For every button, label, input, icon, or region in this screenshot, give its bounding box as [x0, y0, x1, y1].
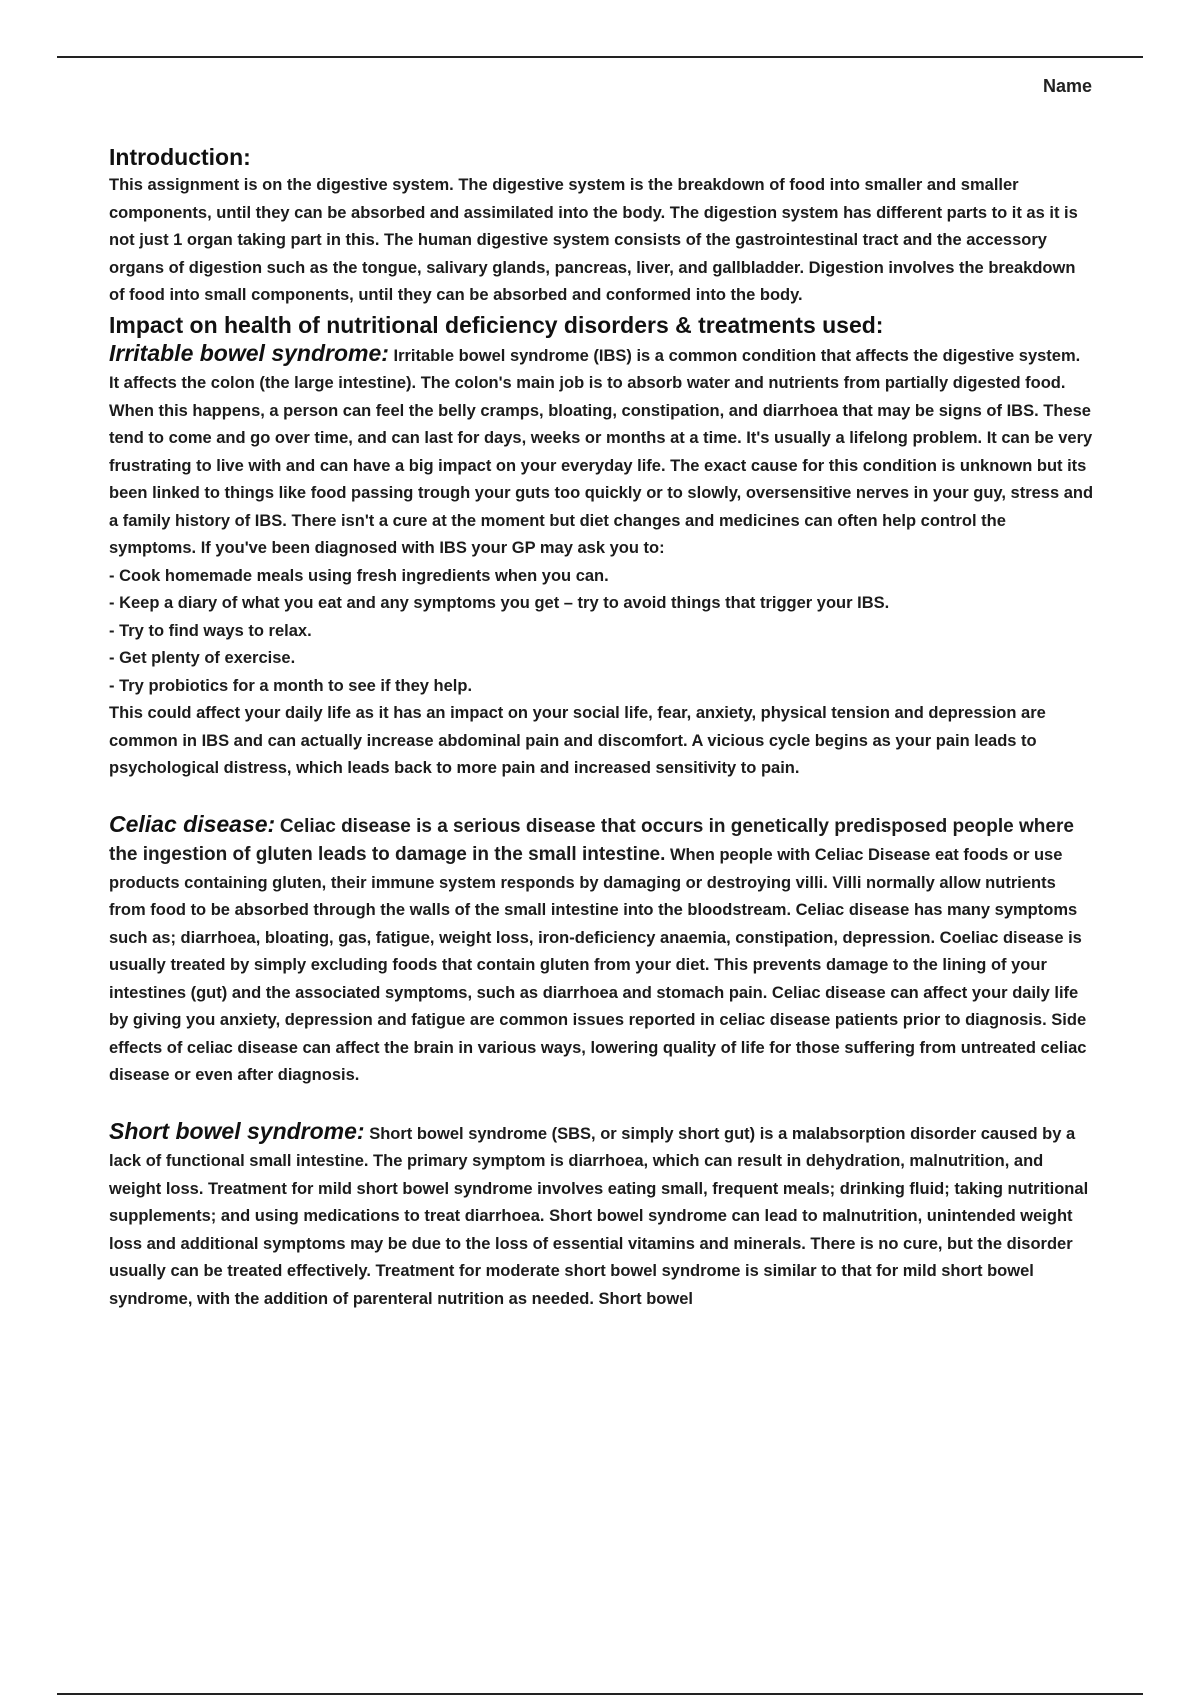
intro-paragraph: This assignment is on the digestive system. The digestive system is the breakdown of food into smaller and smaller components, until they can be absorbed and assimilated into the body. The digestion system has different parts to it as it is not just 1 organ taking part in this. The human digestive system consists of the gastrointestinal tract and the accessory organs of digestion such as the tongue, salivary glands, pancreas, liver, and gallbladder. Digestion involves the breakdown of food into small components, until they can be absorbed and conformed into the body. [109, 176, 1078, 304]
list-item: - Keep a diary of what you eat and any symptoms you get – try to avoid things that trigger your IBS. [109, 590, 1094, 618]
list-item: - Try probiotics for a month to see if they help. [109, 673, 1094, 701]
ibs-closing-paragraph: This could affect your daily life as it has an impact on your social life, fear, anxiety, physical tension and depression are common in IBS and can actually increase abdominal pain and discomfort. A vicious cycle begins as your pain leads to psychological distress, which leads back to more pain and increased sensitivity to pain. [109, 704, 1046, 777]
list-item: - Get plenty of exercise. [109, 645, 1094, 673]
celiac-body: When people with Celiac Disease eat foods or use products containing gluten, their immune system responds by damaging or destroying villi. Villi normally allow nutrients from food to be absorbed through the walls of the small intestine into the bloodstream. Celiac disease has many symptoms such as; diarrhoea, bloating, gas, fatigue, weight loss, iron-deficiency anaemia, constipation, depression. Coeliac disease is usually treated by simply excluding foods that contain gluten from your diet. This prevents damage to the lining of your intestines (gut) and the associated symptoms, such as diarrhoea and stomach pain. Celiac disease can affect your daily life by giving you anxiety, depression and fatigue are common issues reported in celiac disease patients prior to diagnosis. Side effects of celiac disease can affect the brain in various ways, lowering quality of life for those suffering from untreated celiac disease or even after diagnosis. [109, 846, 1087, 1084]
section-spacer [109, 1090, 1094, 1118]
celiac-section [109, 811, 1094, 1090]
footer-rule [57, 1693, 1143, 1695]
document-body [109, 142, 1094, 1313]
sbs-section [109, 1118, 1094, 1314]
ibs-advice-list [109, 563, 1094, 701]
celiac-title: Celiac disease: [109, 810, 276, 837]
ibs-body: Irritable bowel syndrome (IBS) is a common condition that affects the digestive system. It affects the colon (the large intestine). The colon's main job is to absorb water and nutrients from partially digested food. When this happens, a person can feel the belly cramps, bloating, constipation, and diarrhoea that may be signs of IBS. These tend to come and go over time, and can last for days, weeks or months at a time. It's usually a lifelong problem. It can be very frustrating to live with and can have a big impact on your everyday life. The exact cause for this condition is unknown but its been linked to things like food passing trough your guts too quickly or to slowly, oversensitive nerves in your guy, stress and a family history of IBS. There isn't a cure at the moment but diet changes and medicines can often help control the symptoms. If you've been diagnosed with IBS your GP may ask you to: [109, 346, 1094, 557]
list-item: - Try to find ways to relax. [109, 618, 1094, 646]
header-name-label: Name [1042, 76, 1092, 96]
sbs-paragraph [109, 1118, 1094, 1314]
ibs-paragraph [109, 340, 1094, 563]
sbs-body: Short bowel syndrome (SBS, or simply short gut) is a malabsorption disorder caused by a lack of functional small intestine. The primary symptom is diarrhoea, which can result in dehydration, malnutrition, and weight loss. Treatment for mild short bowel syndrome involves eating small, frequent meals; drinking fluid; taking nutritional supplements; and using medications to treat diarrhoea. Short bowel syndrome can lead to malnutrition, unintended weight loss and additional symptoms may be due to the loss of essential vitamins and minerals. There is no cure, but the disorder usually can be treated effectively. Treatment for moderate short bowel syndrome is similar to that for mild short bowel syndrome, with the addition of parenteral nutrition as needed. Short bowel [109, 1124, 1089, 1308]
intro-heading: Introduction: [109, 144, 251, 170]
header-rule [57, 56, 1143, 58]
sbs-title: Short bowel syndrome: [109, 1117, 365, 1144]
ibs-title: Irritable bowel syndrome: [109, 339, 389, 366]
impact-heading: Impact on health of nutritional deficiency disorders & treatments used: [109, 311, 884, 338]
celiac-lead: Celiac disease is a serious disease that occurs in genetically predisposed people where the ingestion of gluten leads to damage in the small intestine. [109, 815, 1074, 865]
list-item: - Cook homemade meals using fresh ingredients when you can. [109, 563, 1094, 591]
ibs-section [109, 340, 1094, 783]
section-spacer [109, 783, 1094, 811]
celiac-paragraph [109, 811, 1094, 1090]
